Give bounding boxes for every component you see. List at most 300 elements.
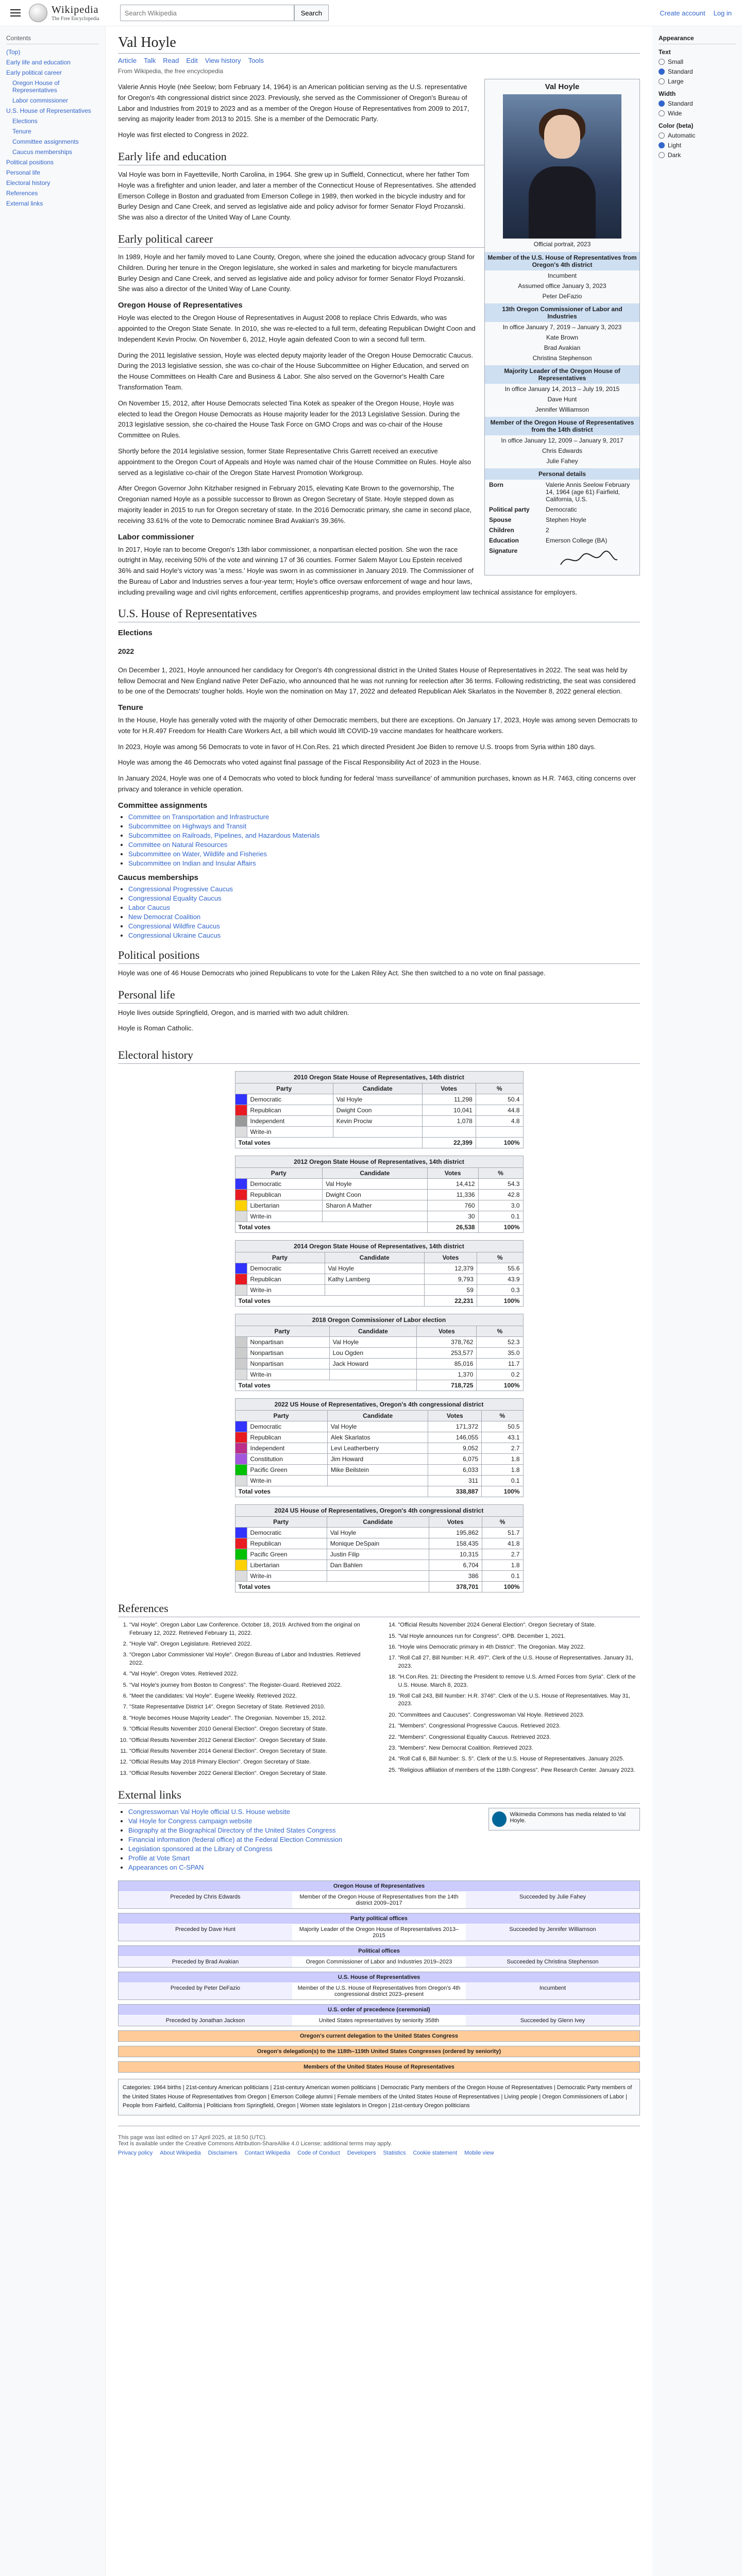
total-row	[235, 1296, 523, 1307]
radio-icon[interactable]	[659, 152, 665, 158]
party-cell[interactable]: Libertarian	[247, 1200, 323, 1211]
personal-para-2: Hoyle is Roman Catholic.	[118, 1024, 193, 1032]
candidate-cell[interactable]: Levi Leatherberry	[327, 1443, 428, 1454]
footer-link[interactable]: Privacy policy	[118, 2149, 153, 2156]
election-row	[235, 1432, 523, 1443]
votes-cell: 11,298	[422, 1094, 476, 1105]
appearance-option[interactable]	[659, 151, 736, 159]
personal-para-1: Hoyle lives outside Springfield, Oregon, and is married with two adult children.	[118, 1008, 349, 1016]
party-color-swatch	[235, 1116, 247, 1127]
signature-image	[558, 549, 620, 570]
appearance-option[interactable]	[659, 58, 736, 65]
reference-item[interactable]: 8. "Hoyle becomes House Majority Leader". The Oregonian. November 15, 2012.	[129, 1715, 372, 1722]
navbox-row	[119, 1956, 639, 1967]
width-label: Width	[659, 90, 676, 97]
election-row	[235, 1476, 523, 1486]
election-caption: 2010 Oregon State House of Representatives, 14th district	[235, 1071, 524, 1083]
reference-item[interactable]: 15. "Val Hoyle announces run for Congress". OPB. December 1, 2021.	[398, 1633, 640, 1640]
candidate-cell[interactable]: Monique DeSpain	[327, 1538, 429, 1549]
committee-item-link[interactable]: Committee on Transportation and Infrastructure	[128, 812, 269, 821]
tab-article[interactable]: Article	[118, 57, 137, 64]
external-link-item-link[interactable]: Appearances on C-SPAN	[128, 1863, 204, 1872]
candidate-cell[interactable]	[325, 1285, 424, 1296]
external-link-item-link[interactable]: Congresswoman Val Hoyle official U.S. House website	[128, 1808, 290, 1816]
caucus-item-link[interactable]: New Democrat Coalition	[128, 912, 201, 921]
party-header: Party	[235, 1326, 329, 1337]
reference-item[interactable]: 16. "Hoyle wins Democratic primary in 4th District". The Oregonian. May 2022.	[398, 1643, 640, 1651]
votes-cell: 9,793	[425, 1274, 477, 1285]
toc-item	[6, 59, 99, 66]
party-cell[interactable]: Write-in	[247, 1369, 329, 1380]
candidate-cell[interactable]: Lou Ogden	[329, 1348, 417, 1359]
external-link-item-link[interactable]: Profile at Vote Smart	[128, 1854, 190, 1862]
reference-item[interactable]: 7. "State Representative District 14". Oregon Secretary of State. Retrieved 2010.	[129, 1703, 372, 1711]
election-row	[235, 1274, 523, 1285]
reference-item[interactable]: 25. "Religious affiliation of members of the 118th Congress". Pew Research Center. January 2023.	[398, 1767, 640, 1774]
committee-item-link[interactable]: Subcommittee on Highways and Transit	[128, 822, 247, 830]
toc-sidebar	[0, 26, 105, 2576]
party-color-swatch	[235, 1432, 247, 1443]
appearance-option[interactable]	[659, 100, 736, 107]
candidate-cell[interactable]: Val Hoyle	[327, 1421, 428, 1432]
site-header	[0, 0, 742, 26]
party-cell[interactable]: Republican	[247, 1538, 327, 1549]
reference-item[interactable]: 9. "Official Results November 2010 General Election". Oregon Secretary of State.	[129, 1725, 372, 1733]
navbox-title: U.S. House of Representatives	[119, 1972, 639, 1982]
party-color-swatch	[235, 1337, 247, 1348]
candidate-cell[interactable]: Dwight Coon	[323, 1190, 428, 1200]
radio-icon[interactable]	[659, 100, 665, 107]
candidate-header: Candidate	[327, 1517, 429, 1528]
reference-item[interactable]: 17. "Roll Call 27, Bill Number: H.R. 497". Clerk of the U.S. House of Representatives. January 31, 2023.	[398, 1654, 640, 1670]
caucus-item-link[interactable]: Congressional Wildfire Caucus	[128, 922, 220, 930]
toc-link[interactable]: Tenure	[12, 128, 31, 135]
party-cell[interactable]: Pacific Green	[247, 1549, 327, 1560]
votes-cell: 14,412	[427, 1179, 478, 1190]
candidate-cell[interactable]: Val Hoyle	[329, 1337, 417, 1348]
candidate-cell[interactable]: Dan Bahlen	[327, 1560, 429, 1571]
candidate-cell[interactable]: Jim Howard	[327, 1454, 428, 1465]
navbox-preceded[interactable]: Preceded by Jonathan Jackson	[119, 2015, 292, 2026]
footer-link[interactable]: Developers	[347, 2149, 376, 2156]
navbox-office[interactable]: Member of the Oregon House of Representatives from the 14th district 2009–2017	[292, 1892, 466, 1908]
navbox-succeeded[interactable]: Succeeded by Julie Fahey	[466, 1892, 639, 1908]
text-size-options	[659, 58, 736, 85]
section-heading: Labor commissioner	[118, 532, 194, 541]
navbox-preceded[interactable]: Preceded by Chris Edwards	[119, 1892, 292, 1908]
personal-heading: Personal life	[118, 988, 640, 1004]
candidate-cell[interactable]: Kathy Lamberg	[325, 1274, 424, 1285]
toc-item	[6, 148, 99, 156]
official-portrait[interactable]	[503, 94, 621, 239]
reference-item[interactable]: 6. "Meet the candidates: Val Hoyle". Eugene Weekly. Retrieved 2022.	[129, 1692, 372, 1700]
party-cell[interactable]: Write-in	[247, 1285, 325, 1296]
candidate-cell[interactable]: Kevin Prociw	[333, 1116, 422, 1127]
education-row: Education Emerson College (BA)	[489, 537, 608, 544]
navbox-office[interactable]: Member of the U.S. House of Representatives from Oregon's 4th congressional district 2023–present	[292, 1983, 466, 1999]
reference-item[interactable]: 12. "Official Results May 2018 Primary Election". Oregon Secretary of State.	[129, 1758, 372, 1766]
text-size-label: Text	[659, 48, 671, 56]
reference-item[interactable]: 10. "Official Results November 2012 General Election". Oregon Secretary of State.	[129, 1737, 372, 1744]
toc-link[interactable]: Early political career	[6, 69, 62, 76]
office3-preceded[interactable]: Dave Hunt	[547, 396, 577, 403]
party-cell[interactable]: Constitution	[247, 1454, 327, 1465]
party-color-swatch	[235, 1560, 247, 1571]
party-cell[interactable]: Write-in	[247, 1476, 327, 1486]
party-cell[interactable]: Nonpartisan	[247, 1348, 329, 1359]
tab-view-history[interactable]: View history	[205, 57, 241, 64]
toc-link[interactable]: Caucus memberships	[12, 148, 73, 156]
election-row	[235, 1190, 523, 1200]
candidate-cell[interactable]: Jack Howard	[329, 1359, 417, 1369]
total-percent: 100%	[478, 1222, 523, 1233]
votes-cell: 311	[428, 1476, 482, 1486]
login-link[interactable]: Log in	[713, 9, 732, 17]
election-tables	[118, 1071, 640, 1592]
radio-icon[interactable]	[659, 142, 665, 148]
votes-cell: 10,041	[422, 1105, 476, 1116]
party-cell[interactable]: Nonpartisan	[247, 1359, 329, 1369]
categories-box[interactable]: Categories: 1964 births | 21st-century American politicians | 21st-century American women politicians | Democratic Party members of the Oregon House of Representatives | Democratic Party members of the United States House of Representatives from Oregon | Emerson College alumni | Female members of the United States House of Representatives | Living people | Oregon Commissioners of Labor | People from Fairfield, California | Politicians from Springfield, Oregon | Women state legislators in Oregon | 21st-century Oregon politicians	[118, 2079, 640, 2115]
toc-link[interactable]: U.S. House of Representatives	[6, 107, 91, 114]
candidate-cell[interactable]: Sharon A Mather	[323, 1200, 428, 1211]
main-menu-icon[interactable]	[10, 9, 21, 16]
party-cell[interactable]: Independent	[247, 1443, 327, 1454]
candidate-header: Candidate	[325, 1252, 424, 1263]
section-heading: Elections	[118, 629, 153, 638]
party-cell[interactable]: Republican	[247, 1105, 333, 1116]
page-tabs	[118, 57, 640, 64]
percent-cell: 0.1	[478, 1211, 523, 1222]
navbox	[118, 1945, 640, 1968]
votes-cell: 10,315	[429, 1549, 482, 1560]
reference-item[interactable]: 1. "Val Hoyle". Oregon Labor Law Conference. October 18, 2019. Archived from the original on February 12, 2022. Retrieved February 11, 2022.	[129, 1621, 372, 1637]
option-label: Dark	[668, 151, 681, 159]
committee-item-link[interactable]: Subcommittee on Water, Wildlife and Fisheries	[128, 850, 267, 858]
appearance-option[interactable]	[659, 142, 736, 149]
external-link-item	[128, 1845, 640, 1853]
candidate-header: Candidate	[333, 1083, 422, 1094]
office2-preceded[interactable]: Brad Avakian	[544, 344, 581, 351]
votes-cell: 158,435	[429, 1538, 482, 1549]
reference-item[interactable]: 18. "H.Con.Res. 21: Directing the President to remove U.S. Armed Forces from Syria". Clerk of the U.S. House. March 8, 2023.	[398, 1673, 640, 1689]
election-caption: 2022 US House of Representatives, Oregon's 4th congressional district	[235, 1398, 524, 1410]
navbox-preceded[interactable]: Preceded by Dave Hunt	[119, 1924, 292, 1941]
navbox-succeeded[interactable]: Succeeded by Christina Stephenson	[466, 1957, 639, 1967]
party-color-swatch	[235, 1465, 247, 1476]
party-cell[interactable]: Republican	[247, 1190, 323, 1200]
reference-item[interactable]: 4. "Val Hoyle". Oregon Votes. Retrieved 2022.	[129, 1670, 372, 1678]
election-caption: 2018 Oregon Commissioner of Labor election	[235, 1314, 524, 1326]
personal-details-header: Personal details	[485, 468, 639, 480]
portrait-caption: Official portrait, 2023	[533, 241, 591, 248]
party-cell[interactable]: Democratic	[247, 1263, 325, 1274]
candidate-cell[interactable]	[327, 1476, 428, 1486]
section-heading: Tenure	[118, 703, 143, 713]
reference-item[interactable]: 14. "Official Results November 2024 General Election". Oregon Secretary of State.	[398, 1621, 640, 1629]
office1-header: Member of the U.S. House of Representatives from Oregon's 4th district	[485, 252, 639, 270]
reference-item[interactable]: 22. "Members". Congressional Equality Caucus. Retrieved 2023.	[398, 1734, 640, 1741]
navbox-office[interactable]: United States representatives by seniority 358th	[292, 2015, 466, 2026]
toc-link[interactable]: (Top)	[6, 48, 21, 56]
total-votes: 718,725	[417, 1380, 477, 1391]
radio-icon[interactable]	[659, 69, 665, 75]
pct-header: %	[477, 1326, 523, 1337]
candidate-cell[interactable]	[327, 1571, 429, 1582]
references-heading: References	[118, 1602, 640, 1617]
section-heading: Early life and education	[118, 150, 640, 165]
office4-succeeded[interactable]: Julie Fahey	[546, 457, 578, 465]
radio-icon[interactable]	[659, 59, 665, 65]
toc-link[interactable]: Oregon House of Representatives	[12, 79, 60, 94]
percent-cell: 44.8	[476, 1105, 523, 1116]
reference-item[interactable]: 20. "Committees and Caucuses". Congresswoman Val Hoyle. Retrieved 2023.	[398, 1711, 640, 1719]
office2-succeeded[interactable]: Christina Stephenson	[532, 354, 592, 362]
election-header-row	[235, 1083, 523, 1094]
pct-header: %	[477, 1252, 523, 1263]
candidate-cell[interactable]: Val Hoyle	[325, 1263, 424, 1274]
reference-item[interactable]: 23. "Members". New Democrat Coalition. Retrieved 2023.	[398, 1744, 640, 1752]
commons-text[interactable]: Wikimedia Commons has media related to Val Hoyle.	[510, 1811, 626, 1824]
children-row: Children 2	[489, 527, 549, 534]
party-color-swatch	[235, 1549, 247, 1560]
logo-text: Wikipedia	[52, 4, 99, 15]
succession-box-title[interactable]: Oregon's current delegation to the United States Congress	[119, 2031, 639, 2041]
candidate-cell[interactable]: Justin Filip	[327, 1549, 429, 1560]
toc-link[interactable]: Political positions	[6, 159, 54, 166]
caucus-item-link[interactable]: Congressional Equality Caucus	[128, 894, 222, 902]
party-cell[interactable]: Republican	[247, 1432, 327, 1443]
total-votes: 338,887	[428, 1486, 482, 1497]
radio-icon[interactable]	[659, 110, 665, 116]
create-account-link[interactable]: Create account	[660, 9, 705, 17]
toc-link[interactable]: Labor commissioner	[12, 97, 69, 104]
party-header: Party	[235, 1411, 327, 1421]
candidate-cell[interactable]: Alek Skarlatos	[327, 1432, 428, 1443]
party-cell[interactable]: Democratic	[247, 1528, 327, 1538]
office3-header: Majority Leader of the Oregon House of Representatives	[485, 365, 639, 384]
color-options	[659, 132, 736, 159]
election-header-row	[235, 1252, 523, 1263]
footer-link[interactable]: Disclaimers	[208, 2149, 238, 2156]
section-paragraph: Hoyle was among the 46 Democrats who voted against final passage of the Fiscal Responsibility Act of 2023 in the House.	[118, 758, 481, 767]
toc-link[interactable]: Personal life	[6, 169, 41, 176]
office2-governor[interactable]: Kate Brown	[546, 334, 579, 341]
toc-item	[6, 200, 99, 207]
toc-item	[6, 69, 99, 76]
toc-item	[6, 48, 99, 56]
external-link-item-link[interactable]: Val Hoyle for Congress campaign website	[128, 1817, 252, 1825]
total-votes: 26,538	[427, 1222, 478, 1233]
caucus-heading: Caucus memberships	[118, 873, 198, 882]
candidate-cell[interactable]	[323, 1211, 428, 1222]
appearance-option[interactable]	[659, 78, 736, 85]
party-cell[interactable]: Republican	[247, 1274, 325, 1285]
succession-box	[118, 2030, 640, 2042]
reference-item[interactable]: 19. "Roll Call 243, Bill Number: H.R. 3746". Clerk of the U.S. House of Representatives. May 31, 2023.	[398, 1692, 640, 1708]
wikipedia-logo[interactable]	[29, 4, 99, 22]
committee-item-link[interactable]: Subcommittee on Railroads, Pipelines, and Hazardous Materials	[128, 831, 320, 839]
committee-item-link[interactable]: Subcommittee on Indian and Insular Affairs	[128, 859, 256, 867]
election-table-wrapper	[235, 1504, 524, 1592]
candidate-cell[interactable]: Val Hoyle	[323, 1179, 428, 1190]
infobox-title: Val Hoyle	[545, 82, 580, 91]
toc-item	[6, 79, 99, 94]
percent-cell: 55.6	[477, 1263, 523, 1274]
section-heading: Committee assignments	[118, 801, 208, 810]
toc-link[interactable]: Electoral history	[6, 179, 50, 187]
appearance-option[interactable]	[659, 68, 736, 75]
total-label: Total votes	[235, 1222, 427, 1233]
party-cell[interactable]: Pacific Green	[247, 1465, 327, 1476]
party-color-swatch	[235, 1211, 247, 1222]
footer-link[interactable]: Mobile view	[464, 2149, 494, 2156]
appearance-option[interactable]	[659, 110, 736, 117]
navbox-succeeded[interactable]: Succeeded by Glenn Ivey	[466, 2015, 639, 2026]
reference-item[interactable]: 5. "Val Hoyle's journey from Boston to Congress". The Register-Guard. Retrieved 2022.	[129, 1682, 372, 1689]
office4-preceded[interactable]: Chris Edwards	[542, 447, 583, 454]
election-header-row	[235, 1168, 523, 1179]
office1-preceded[interactable]: Peter DeFazio	[542, 293, 582, 300]
candidate-cell[interactable]	[333, 1127, 422, 1138]
tab-edit[interactable]: Edit	[186, 57, 198, 64]
references-list	[118, 1621, 640, 1779]
reference-item[interactable]: 2. "Hoyle Val". Oregon Legislature. Retrieved 2022.	[129, 1640, 372, 1648]
candidate-cell[interactable]: Mike Beilstein	[327, 1465, 428, 1476]
party-cell[interactable]: Democratic	[247, 1421, 327, 1432]
percent-cell: 43.9	[477, 1274, 523, 1285]
positions-text: Hoyle was one of 46 House Democrats who joined Republicans to vote for the Laken Riley Act. She then switched to a no vote on final passage.	[118, 969, 546, 977]
tab-read[interactable]: Read	[163, 57, 179, 64]
article-main	[105, 26, 652, 2576]
total-row	[235, 1582, 523, 1592]
election-table	[235, 1156, 524, 1233]
external-link-item-link[interactable]: Legislation sponsored at the Library of Congress	[128, 1845, 273, 1853]
votes-cell: 30	[427, 1211, 478, 1222]
votes-cell: 378,762	[417, 1337, 477, 1348]
election-row	[235, 1263, 523, 1274]
pct-header: %	[482, 1517, 523, 1528]
footer-link[interactable]: Contact Wikipedia	[244, 2149, 291, 2156]
reference-item[interactable]: 11. "Official Results November 2014 General Election". Oregon Secretary of State.	[129, 1748, 372, 1755]
external-link-item	[128, 1863, 640, 1871]
reference-item[interactable]: 24. "Roll Call 6, Bill Number: S. 5". Clerk of the U.S. House of Representatives. January 2025.	[398, 1755, 640, 1763]
tab-tools[interactable]: Tools	[248, 57, 264, 64]
party-cell[interactable]: Libertarian	[247, 1560, 327, 1571]
office4-header: Member of the Oregon House of Representatives from the 14th district	[485, 417, 639, 435]
candidate-cell[interactable]	[329, 1369, 417, 1380]
navbox-preceded[interactable]: Preceded by Peter DeFazio	[119, 1983, 292, 1999]
navbox-office[interactable]: Oregon Commissioner of Labor and Industries 2019–2023	[292, 1957, 466, 1967]
votes-cell: 1,078	[422, 1116, 476, 1127]
candidate-cell[interactable]: Val Hoyle	[333, 1094, 422, 1105]
election-row	[235, 1285, 523, 1296]
votes-cell: 9,052	[428, 1443, 482, 1454]
party-cell[interactable]: Democratic	[247, 1179, 323, 1190]
navbox-succeeded[interactable]: Succeeded by Jennifer Williamson	[466, 1924, 639, 1941]
committee-item	[128, 822, 640, 830]
votes-header: Votes	[417, 1326, 477, 1337]
navbox-succeeded[interactable]: Incumbent	[466, 1983, 639, 1999]
toc-link[interactable]: Early life and education	[6, 59, 71, 66]
positions-heading: Political positions	[118, 948, 640, 964]
candidate-cell[interactable]: Dwight Coon	[333, 1105, 422, 1116]
external-link-item-link[interactable]: Financial information (federal office) at the Federal Election Commission	[128, 1836, 343, 1844]
office3-succeeded[interactable]: Jennifer Williamson	[535, 406, 589, 413]
tab-talk[interactable]: Talk	[144, 57, 156, 64]
candidate-cell[interactable]: Val Hoyle	[327, 1528, 429, 1538]
total-label: Total votes	[235, 1138, 422, 1148]
caucus-item-link[interactable]: Congressional Ukraine Caucus	[128, 931, 221, 939]
votes-header: Votes	[428, 1411, 482, 1421]
reference-item[interactable]: 21. "Members". Congressional Progressive Caucus. Retrieved 2023.	[398, 1722, 640, 1730]
commons-icon	[492, 1811, 507, 1827]
from-line: From Wikipedia, the free encyclopedia	[118, 67, 224, 75]
section-paragraph: On December 1, 2021, Hoyle announced her candidacy for Oregon's 4th congressional district in the United States House of Representatives in 2022. The seat was held by fellow Democrat and New England native Peter DeFazio, who announced that he was not running for reelection after 36 terms. Following redistricting, the seat was considered to be one of the Democrats' tougher holds. Hoyle won the nomination on May 17, 2022 and defeated Republican Alek Skarlatos in the November 8, 2022 general election.	[118, 666, 636, 696]
search-button[interactable]: Search	[294, 5, 329, 21]
party-header: Party	[235, 1168, 323, 1179]
party-cell[interactable]: Democratic	[247, 1094, 333, 1105]
party-cell[interactable]: Write-in	[247, 1211, 323, 1222]
search-input[interactable]	[120, 5, 294, 21]
election-table	[235, 1314, 524, 1391]
toc-item	[6, 138, 99, 145]
section-heading: 2022	[118, 647, 134, 656]
committee-list	[128, 813, 640, 867]
toc-link[interactable]: Committee assignments	[12, 138, 79, 145]
caucus-item-link[interactable]: Congressional Progressive Caucus	[128, 885, 233, 893]
color-label: Color (beta)	[659, 122, 694, 129]
toc-link[interactable]: References	[6, 190, 38, 197]
party-cell[interactable]: Nonpartisan	[247, 1337, 329, 1348]
election-row	[235, 1348, 523, 1359]
external-link-item-link[interactable]: Biography at the Biographical Directory of the United States Congress	[128, 1826, 336, 1835]
party-cell[interactable]: Write-in	[247, 1571, 327, 1582]
reference-item[interactable]: 3. "Oregon Labor Commissioner Val Hoyle". Oregon Bureau of Labor and Industries. Retrieved 2022.	[129, 1651, 372, 1667]
option-label: Small	[668, 58, 684, 65]
caucus-item-link[interactable]: Labor Caucus	[128, 903, 170, 911]
party-color-swatch	[235, 1200, 247, 1211]
votes-cell: 171,372	[428, 1421, 482, 1432]
radio-icon[interactable]	[659, 78, 665, 84]
footer-link[interactable]: Statistics	[383, 2149, 406, 2156]
committee-item	[128, 813, 640, 821]
toc-link[interactable]: Elections	[12, 117, 38, 125]
logo-subtitle: The Free Encyclopedia	[52, 16, 99, 22]
radio-icon[interactable]	[659, 132, 665, 139]
party-cell[interactable]: Independent	[247, 1116, 333, 1127]
succession-box-title[interactable]: Members of the United States House of Representatives	[119, 2062, 639, 2072]
appearance-option[interactable]	[659, 132, 736, 139]
total-votes: 22,399	[422, 1138, 476, 1148]
navbox-preceded[interactable]: Preceded by Brad Avakian	[119, 1957, 292, 1967]
committee-item	[128, 832, 640, 839]
committee-item-link[interactable]: Committee on Natural Resources	[128, 840, 228, 849]
reference-item[interactable]: 13. "Official Results November 2022 General Election". Oregon Secretary of State.	[129, 1770, 372, 1777]
toc-heading: Contents	[6, 35, 99, 44]
percent-cell: 54.3	[478, 1179, 523, 1190]
party-cell[interactable]: Write-in	[247, 1127, 333, 1138]
footer-link[interactable]: Code of Conduct	[297, 2149, 340, 2156]
succession-box-title[interactable]: Oregon's delegation(s) to the 118th–119th United States Congresses (ordered by seniority)	[119, 2046, 639, 2057]
election-table	[235, 1240, 524, 1307]
footer-link[interactable]: About Wikipedia	[160, 2149, 201, 2156]
external-link-item	[128, 1854, 640, 1862]
footer-link[interactable]: Cookie statement	[413, 2149, 458, 2156]
toc-link[interactable]: External links	[6, 200, 43, 207]
navbox-office[interactable]: Majority Leader of the Oregon House of Representatives 2013–2015	[292, 1924, 466, 1941]
votes-cell: 1,370	[417, 1369, 477, 1380]
